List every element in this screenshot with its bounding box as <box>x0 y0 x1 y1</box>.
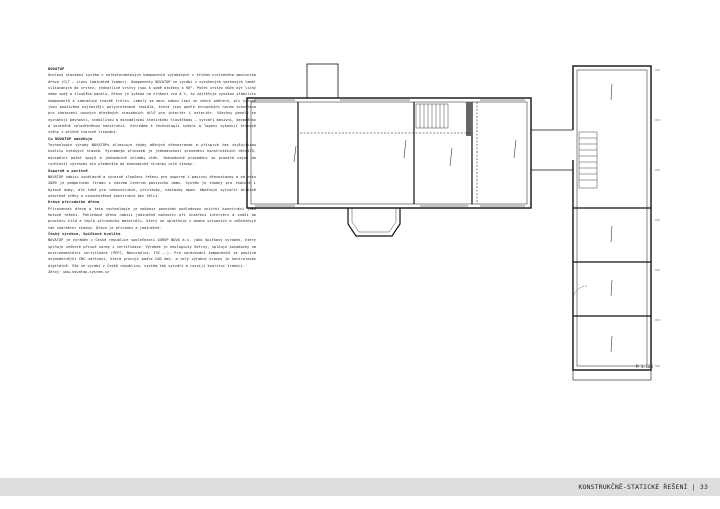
footer-separator: | <box>691 483 696 491</box>
article-intro: Ucelený stavební systém z velkoformátových komponentů vyrobených z křížem vrstveného masivního dřeva (CLT – cross laminated timber). Komponenty NOVATOP se vyrábí z vysušených smrkových lamel slisovaných do vrstev, jednotlivé vrstvy jsou k sobě otočeny o 90°. Počet vrstev může být lichý nebo sudý a tloušťka panelu. Dřevo je sušeno na vlhkost cca 8 %, to zajišťuje vysokou stabilitu komponentů a zabraňuje tvorbě trhlin. Lamely se mezi sebou lepí ve všech směrech, při výrobě jsou používána nejčastěji polyuretanová lepidla, která jsou podle evropských norem schválena pro zhotovení nosných dřevěných stavebních dílů pro interiér i exteriér. Všechny panely se vyznačují pevností, stabilitou a minimálními statickými tloušťkami – vytváří masivní, bezpečnou a skutečně celodřevěnou konstrukci. Vzhledem k technologii sušení a lepení vykazují hranové stěny i příčné tvarové lisování. <box>48 73 256 135</box>
plan-column <box>466 102 472 136</box>
plan-wing-step <box>573 370 651 380</box>
plan-windows <box>255 100 525 206</box>
footer-text <box>578 481 708 493</box>
article-title: NOVATOP <box>48 66 65 71</box>
plan-right-wing <box>573 66 651 370</box>
source-line: Zdroj: www.novatop-system.cz <box>48 270 110 274</box>
section-heading: Úsporně a poctivě <box>48 167 88 173</box>
plan-main-house-inner <box>251 102 527 204</box>
section-text: Technologie výroby NOVATOPu eliminuje chyby běžných dřevostaveb a přispívá tak zvyšujícímu kvalitu hotových staveb. Významným přínosem je jednoduchost provedení konstrukčních detailů, minimální počet spojů a jednoduché skladby stěn. Jednoduché provedení se promítá nejen do rychlosti výstavby ale především do ekonomické stránky celé stavby. <box>48 143 256 167</box>
plan-stair-wing <box>579 132 597 188</box>
section-heading: Český výrobce, špičková kvalita <box>48 230 121 236</box>
scale-label: M 1:100 <box>636 364 653 369</box>
plan-door-swing <box>573 286 587 300</box>
section-text: NOVATOP nabízí souhlasné a výrazné zlepšení řešení pro úsporné i pasivní dřevostavby a od roku 2009 je podporován firmou s názvem Centrum pasivního domu. Systém je vhodný pro rodinné i bytové domy, ale také pro rekonstrukce, přístavby, nástavby apod. Umožňuje vytvořit difúzně otevřené stěny a vzduchotěsné konstrukce bez fólií. <box>48 174 256 198</box>
section-text: NOVATOP je vyráběn v České republice společností AGROP NOVA a.s. jako špičkový výrobek, který splňuje veškeré přísné normy i certifikace. Výrobek je ekologicky šetrný, splňuje požadavky na environmentální certifikace (PEFC, Natureplus, FSC...). Pro zpracování komponentů se používá nejmodernější CNC zařízení, která pracují podle CAD dat, a celý výrobní proces je kontrolován digitálně. Vše se vyrábí v České republice, systém tak vytváří a rozvíjí kvalitní tradici. <box>48 238 256 268</box>
plan-top-box <box>307 64 338 98</box>
plan-main-house <box>247 98 531 208</box>
plan-span-arrows <box>294 140 516 166</box>
page-number: 33 <box>699 483 708 491</box>
plan-stair-main <box>416 104 448 128</box>
plan-wing-arrows <box>611 84 612 352</box>
section-heading: Co NOVATOP umožňuje <box>48 135 93 141</box>
page-footer <box>0 478 720 496</box>
section-text: Přirozenost dřeva a tato technologie je možnost ponechat pohledovou vnitřní konstrukci jako hotové řešení. Pohledové dřevo nabízí jedinečné možnosti při utváření interiéru a vnáší do prostoru klid a teplo přírodního materiálu, který se uplatňuje v mnoha situacích a zdůrazňuje tak charakter stavby. Dřevo je přírodní a jedinečné. <box>48 206 256 230</box>
footer-title: KONSTRUKČNĚ-STATICKÉ ŘEŠENÍ <box>578 483 688 491</box>
section-heading: Krása přírodního dřeva <box>48 199 100 205</box>
